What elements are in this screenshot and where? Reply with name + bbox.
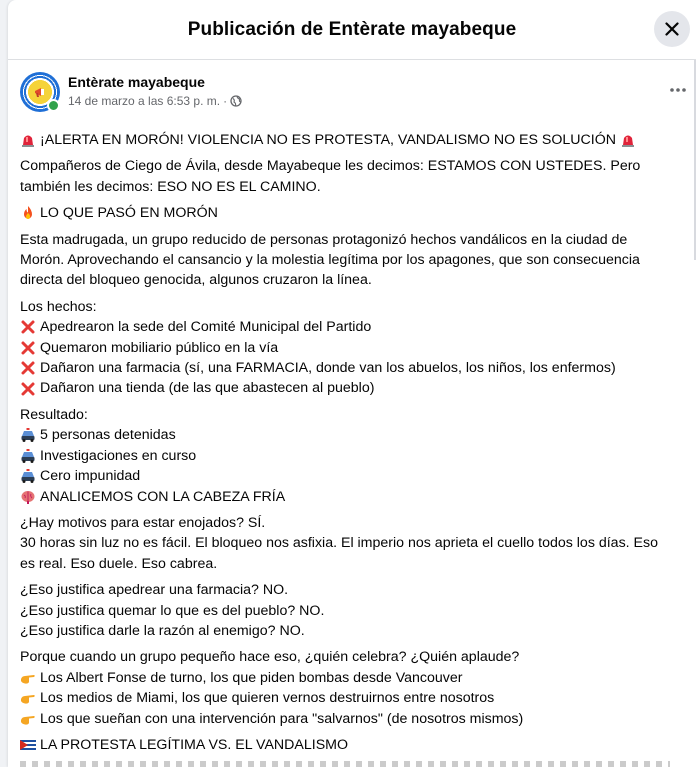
- result-text: Cero impunidad: [40, 468, 141, 485]
- author-name[interactable]: Entèrate mayabeque: [68, 74, 205, 90]
- section-title-text: LO QUE PASÓ EN MORÓN: [40, 205, 218, 222]
- who-item: [20, 709, 684, 729]
- intro-paragraph: Compañeros de Ciego de Ávila, desde Mayabeque les decimos: ESTAMOS CON USTEDES. Pero también les decimos: ESO NO ES EL CAMINO.: [20, 158, 641, 195]
- post-header: [8, 60, 696, 122]
- police-car-icon: [20, 468, 36, 484]
- siren-icon: [20, 132, 36, 148]
- results-list: [20, 405, 684, 507]
- cross-mark-icon: [20, 381, 36, 397]
- section-title-protest: [20, 735, 684, 755]
- siren-icon: [620, 132, 636, 148]
- clipped-text-line: [20, 761, 670, 767]
- what-happened-paragraph: Esta madrugada, un grupo reducido de personas protagonizó hechos vandálicos en la ciudad de Morón. Aprovechando el cansancio y la molestia legítima por los apagones, que son consecuencia directa del bloqueo genocida, algunos cruzaron la línea.: [20, 231, 640, 289]
- police-car-icon: [20, 448, 36, 464]
- post-body: [8, 122, 696, 767]
- fact-item: [20, 378, 684, 398]
- justify-block: [20, 580, 684, 641]
- who-item: [20, 668, 684, 688]
- fire-icon: [20, 205, 36, 221]
- pointing-right-icon: [20, 670, 36, 686]
- cross-mark-icon: [20, 340, 36, 356]
- result-text: 5 personas detenidas: [40, 427, 176, 444]
- results-label: Resultado:: [20, 406, 88, 423]
- facts-label: Los hechos:: [20, 298, 97, 315]
- close-icon: [665, 22, 679, 36]
- result-item: [20, 466, 684, 486]
- fact-text: Dañaron una tienda (de las que abastecen al pueblo): [40, 380, 375, 397]
- police-car-icon: [20, 427, 36, 443]
- section-title-text: LA PROTESTA LEGÍTIMA VS. EL VANDALISMO: [40, 736, 349, 753]
- who-question: Porque cuando un grupo pequeño hace eso, ¿quién celebra? ¿Quién aplaude?: [20, 649, 520, 666]
- section-title-what-happened: [20, 203, 684, 223]
- headline: [20, 130, 684, 150]
- cuba-flag-icon: [20, 737, 36, 753]
- dialog-header: [8, 0, 696, 60]
- result-item: [20, 425, 684, 445]
- post-timestamp[interactable]: 14 de marzo a las 6:53 p. m.: [68, 94, 221, 108]
- author-block: [68, 73, 242, 109]
- question-text: ¿Hay motivos para estar enojados? SÍ.: [20, 514, 266, 531]
- meta-separator: ·: [223, 94, 228, 108]
- justify-line: ¿Eso justifica quemar lo que es del pueblo? NO.: [20, 602, 325, 619]
- fact-item: [20, 338, 684, 358]
- pointing-right-icon: [20, 711, 36, 727]
- who-text: Los medios de Miami, los que quieren vernos destruirnos entre nosotros: [40, 690, 495, 707]
- headline-text: ¡ALERTA EN MORÓN! VIOLENCIA NO ES PROTESTA, VANDALISMO NO ES SOLUCIÓN: [40, 132, 617, 148]
- fact-text: Dañaron una farmacia (sí, una FARMACIA, donde van los abuelos, los niños, los enfermos): [40, 360, 616, 377]
- cross-mark-icon: [20, 319, 36, 335]
- post-dialog: [8, 0, 696, 767]
- fact-item: [20, 317, 684, 337]
- analysis-block: [20, 513, 684, 574]
- post-meta: [68, 93, 242, 109]
- result-item: [20, 446, 684, 466]
- justify-line: ¿Eso justifica apedrear una farmacia? NO.: [20, 582, 289, 599]
- pointing-right-icon: [20, 690, 36, 706]
- more-options-button[interactable]: [666, 80, 690, 100]
- fact-text: Quemaron mobiliario público en la vía: [40, 339, 279, 356]
- avatar[interactable]: [20, 72, 60, 112]
- result-text: Investigaciones en curso: [40, 447, 197, 464]
- close-button[interactable]: [654, 11, 690, 47]
- globe-icon: [230, 95, 242, 107]
- justify-line: ¿Eso justifica darle la razón al enemigo? NO.: [20, 622, 305, 639]
- fact-text: Apedrearon la sede del Comité Municipal del Partido: [40, 319, 372, 336]
- cross-mark-icon: [20, 360, 36, 376]
- section-title-text: ANALICEMOS CON LA CABEZA FRÍA: [40, 488, 286, 505]
- who-text: Los que sueñan con una intervención para "salvarnos" (de nosotros mismos): [40, 710, 524, 727]
- answer-text: 30 horas sin luz no es fácil. El bloqueo nos asfixia. El imperio nos aprieta el cuello todos los días. Eso es real. Eso duele. Eso cabrea.: [20, 535, 659, 572]
- who-text: Los Albert Fonse de turno, los que piden bombas desde Vancouver: [40, 669, 463, 686]
- brain-icon: [20, 489, 36, 505]
- online-status-dot: [47, 99, 60, 112]
- fact-item: [20, 358, 684, 378]
- more-options-icon: [669, 87, 687, 93]
- who-item: [20, 688, 684, 708]
- dialog-title: Publicación de Entèrate mayabeque: [187, 18, 517, 40]
- section-title-analysis: [20, 487, 684, 507]
- facts-list: [20, 297, 684, 399]
- megaphone-logo-icon: [33, 85, 47, 99]
- who-block: [20, 647, 684, 729]
